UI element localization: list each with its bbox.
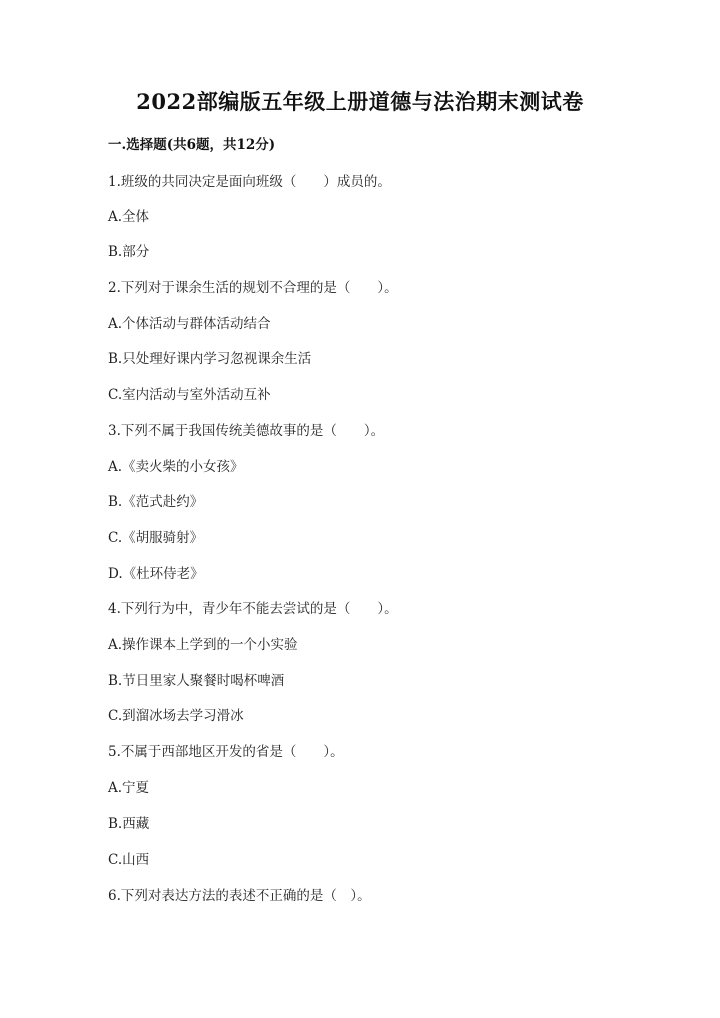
answer-option: A.全体 [108, 209, 150, 225]
answer-option: B.《范式赴约》 [108, 494, 204, 510]
answer-option: D.《杜环侍老》 [108, 566, 204, 582]
answer-option: C.山西 [108, 852, 150, 868]
answer-option: C.室内活动与室外活动互补 [108, 387, 271, 403]
answer-option: A.《卖火柴的小女孩》 [108, 459, 244, 475]
answer-option: A.宁夏 [108, 780, 150, 796]
question-stem: 2.下列对于课余生活的规划不合理的是（ ）。 [108, 280, 398, 296]
answer-option: B.西藏 [108, 816, 150, 832]
answer-option: B.只处理好课内学习忽视课余生活 [108, 351, 312, 367]
question-stem: 6.下列对表达方法的表述不正确的是（ ）。 [108, 888, 371, 904]
page-title: 2022部编版五年级上册道德与法治期末测试卷 [136, 89, 584, 114]
answer-option: C.《胡服骑射》 [108, 530, 204, 546]
section-heading: 一.选择题(共6题，共12分) [108, 137, 276, 153]
question-stem: 3.下列不属于我国传统美德故事的是（ ）。 [108, 423, 385, 439]
question-stem: 4.下列行为中，青少年不能去尝试的是（ ）。 [108, 601, 398, 617]
answer-option: A.操作课本上学到的一个小实验 [108, 637, 298, 653]
answer-option: C.到溜冰场去学习滑冰 [108, 708, 244, 724]
question-stem: 1.班级的共同决定是面向班级（ ）成员的。 [108, 174, 391, 190]
answer-option: B.部分 [108, 244, 150, 260]
answer-option: A.个体活动与群体活动结合 [108, 316, 271, 332]
answer-option: B.节日里家人聚餐时喝杯啤酒 [108, 673, 285, 689]
question-stem: 5.不属于西部地区开发的省是（ ）。 [108, 744, 344, 760]
